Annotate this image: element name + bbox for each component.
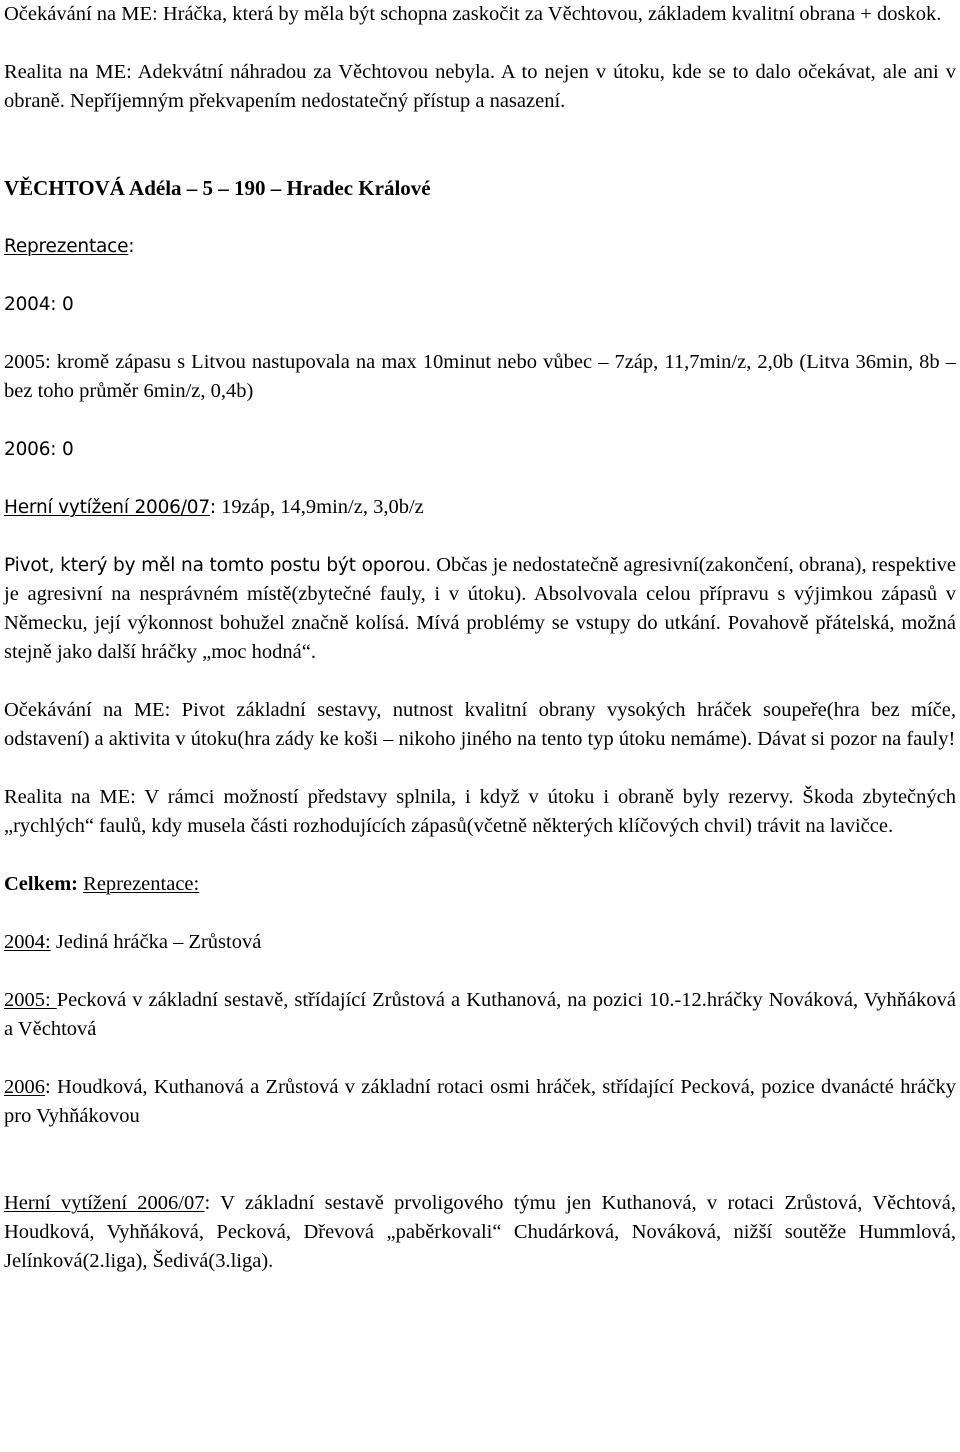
summary-2004-label: 2004: [4,931,51,953]
representation-label-text: Reprezentace [4,236,129,257]
summary-2006-text: : Houdková, Kuthanová a Zrůstová v základní rotaci osmi hráček, střídající Pecková, pozice dvanácté hráčky pro Vyhňákovou [4,1076,956,1127]
year-2004-line: 2004: 0 [4,294,74,315]
reality-paragraph-previous: Realita na ME: Adekvátní náhradou za Věchtovou nebyla. A to nejen v útoku, kde se to dalo očekávat, ale ani v obraně. Nepříjemným překvapením nedostatečný přístup a nasazení. [4,61,956,112]
representation-colon: : [128,236,135,257]
summary-celkem: Celkem: [4,873,79,895]
year-2005-paragraph: 2005: kromě zápasu s Litvou nastupovala na max 10minut nebo vůbec – 7záp, 11,7min/z, 2,0b (Litva 36min, 8b – bez toho průměr 6min/z, 0,4b) [4,351,956,402]
reality-paragraph: Realita na ME: V rámci možností představy splnila, i když v útoku i obraně byly rezervy. Škoda zbytečných „rychlých“ faulů, kdy musela části rozhodujících zápasů(včetně některých klíčových chvil) trávit na lavičce. [4,786,956,837]
year-2006-line: 2006: 0 [4,439,74,460]
player-heading: VĚCHTOVÁ Adéla – 5 – 190 – Hradec Králové [4,176,431,200]
player-description-lead: Pivot, který by měl na tomto postu být oporou. [4,555,432,576]
summary-2005-paragraph [4,986,956,1044]
summary-2005-text: Pecková v základní sestavě, střídající Zrůstová a Kuthanová, na pozici 10.-12.hráčky Nováková, Vyhňáková a Věchtová [4,989,956,1040]
summary-2004-text: Jediná hráčka – Zrůstová [50,931,262,953]
summary-game-load-label: Herní vytížení 2006/07 [4,1192,205,1214]
player-description-body: Občas je nedostatečně agresivní(zakončení, obrana), respektive je agresivní na nesprávném místě(zbytečné fauly, i v útoku). Absolvovala celou přípravu s výjimkou zápasů v Německu, její výkonnost bohužel značně kolísá. Mívá problémy se vstupy do utkání. Povahově přátelská, možná stejně jako další hráčky „moc hodná“. [4,554,956,663]
game-load-colon: : [209,497,216,518]
game-load-value: 19záp, 14,9min/z, 3,0b/z [215,496,424,518]
game-load-line [4,493,956,522]
representation-label [4,232,956,261]
summary-game-load-text: : V základní sestavě prvoligového týmu jen Kuthanová, v rotaci Zrůstová, Věchtová, Houdková, Vyhňáková, Pecková, Dřevová „paběrkovali“ Chudárková, Nováková, nižší soutěže Hummlová, Jelínková(2.liga), Šedivá(3.liga). [4,1192,957,1272]
summary-2006-label: 2006 [4,1076,45,1098]
expectation-paragraph: Očekávání na ME: Pivot základní sestavy, nutnost kvalitní obrany vysokých hráček soupeře(hra bez míče, odstavení) a aktivita v útoku(hra zády ke koši – nikoho jiného na tento typ útoku nemáme). Dávat si pozor na fauly! [4,699,956,750]
summary-representation-label: Reprezentace: [83,873,200,895]
summary-2005-label: 2005: [4,989,57,1011]
player-description-paragraph [4,551,956,667]
summary-2006-paragraph [4,1073,956,1131]
expectation-paragraph-previous: Očekávání na ME: Hráčka, která by měla být schopna zaskočit za Věchtovou, základem kvalitní obrana + doskok. [4,3,942,25]
summary-game-load-paragraph [4,1189,956,1276]
summary-heading [4,870,956,899]
summary-2004-line [4,928,956,957]
game-load-label: Herní vytížení 2006/07 [4,497,210,518]
